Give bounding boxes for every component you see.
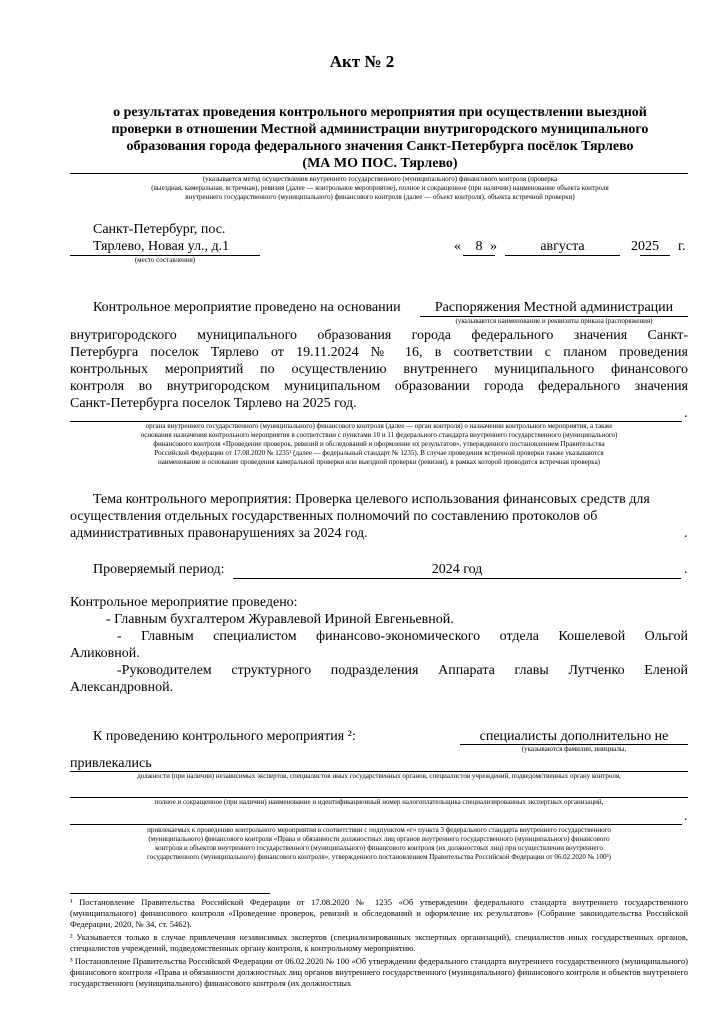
topic: Тема контрольного мероприятия: Проверка целевого использования финансовых средств для осуществления отдельных государственных полномочий по составлению протоколов об административных правонарушениях за 2024 год.	[70, 492, 650, 541]
date-open-quote: «	[454, 239, 461, 254]
place-note: (место составления)	[134, 256, 196, 264]
subtitle-line: проверки в отношении Местной администрации внутригородского муниципального	[111, 122, 649, 137]
underline	[233, 578, 681, 579]
footnote: ¹ Постановление Правительства Российской Федерации от 17.08.2020 № 1235 «Об утверждении федерального стандарта внутреннего государственного (муниципального) финансового контроля «Проведение проверок, ревизий и обследований и оформление их результатов» (Собрание законодательства Российской Федерации, 2020, № 34, ст. 5462).	[70, 897, 688, 929]
conducted-item: - Главным бухгалтером Журавлевой Ириной Евгеньевной.	[106, 612, 454, 627]
basis-text: внутригородского муниципального образования города федерального значения Санкт- Петербурга поселок Тярлево от 19.11.2024 № 16, в соответствии с планом проведения контрольных мероприятий по осуществлению внутреннего муниципального финансового контроля во внутригородском муниципальном образовании города федерального значения Санкт-Петербурга поселок Тярлево на 2025 год.	[70, 328, 688, 411]
end-mark: .	[684, 406, 688, 421]
basis-footnote-note: органа внутреннего государственного (муниципального) финансового контроля (далее — орган контроля) о назначении контрольного мероприятия, а также основания назначения контрольного мероприятия в соответствии с пунктами 10 и 11 федерального стандарта внутреннего государственного (муниципального) финансового контроля «Проведение проверок, ревизий и обследований и оформление их результатов», утвержденного постановлением Правительства Российской Федерации от 17.08.2020 № 1235¹ (далее — федеральный стандарт № 1235). В случае проведения встречной проверки также указываются наименование и основание проведения камеральной проверки или выездной проверки (ревизии), в рамках которой проводится встречная проверка)	[140, 422, 618, 466]
footnote-separator	[70, 893, 270, 894]
date-close-quote: »	[490, 239, 497, 254]
conducted-item: - Главным специалистом финансово-экономического отдела Кошелевой Ольгой	[117, 629, 688, 644]
underline	[640, 255, 670, 256]
subtitle-note: (указывается метод осуществления внутреннего государственного (муниципального) финансового контроля (проверка (выездная, камеральная, встречная), ревизия (далее — контрольное мероприятие), полное и сокращенное (при наличии) наименование объекта контроля внутреннего государственного (муниципального) финансового контроля (далее — объект контроля), объекта встречной проверки)	[151, 175, 609, 201]
underline	[505, 255, 620, 256]
conducted-label: Контрольное мероприятие проведено:	[70, 595, 298, 610]
period-value: 2024 год	[431, 562, 483, 577]
date-suffix: г.	[678, 239, 686, 254]
footnote: ² Указывается только в случае привлечения независимых экспертов (специализированных экспертных организаций), специалистов иных государственных органов, специалистов учреждений, подведомственных органу контроля, к контрольному мероприятию.	[70, 932, 688, 953]
underline	[70, 824, 682, 825]
date-day: 8	[475, 239, 483, 254]
basis-label: Контрольное мероприятие проведено на основании	[93, 300, 401, 315]
footnotes	[70, 897, 688, 989]
conducted-item-cont: Александровной.	[70, 680, 174, 695]
subtitle-line: (МА МО ПОС. Тярлево)	[302, 156, 458, 171]
date-month: августа	[540, 239, 585, 254]
subtitle-line: о результатах проведения контрольного мероприятия при осуществлении выездной	[113, 105, 647, 120]
underline	[463, 255, 495, 256]
basis-note: (указываются наименование и реквизиты приказа (распоряжения)	[455, 317, 653, 325]
experts-note: привлекаемых к проведению контрольного мероприятия в соответствии с подпунктом «г» пункта 3 федерального стандарта внутреннего государственного (муниципального) финансового контроля «Права и обязанности должностных лиц органов внутреннего государственного (муниципального) финансового контроля и объектов внутреннего государственного (муниципального) финансового контроля (их должностных лиц) при осуществлении внутреннего государственного (муниципального) финансового контроля», утвержденного постановлением Правительства Российской Федерации от 06.02.2020 № 100³)	[147, 826, 611, 861]
underline	[70, 173, 688, 174]
experts-value-cont: привлекались	[70, 756, 152, 771]
place-line1: Санкт-Петербург, пос.	[93, 222, 226, 237]
experts-value: специалисты дополнительно не	[479, 729, 669, 744]
end-mark: .	[684, 809, 688, 824]
date-year: 2025	[631, 239, 659, 254]
conducted-item: -Руководителем структурного подразделения Аппарата главы Лутченко Еленой	[117, 663, 688, 678]
subtitle-line: образования города федерального значения Санкт-Петербурга посёлок Тярлево	[126, 139, 634, 154]
document-subtitle	[70, 104, 690, 172]
experts-label: К проведению контрольного мероприятия ²:	[93, 729, 356, 744]
place-line2: Тярлево, Новая ул., д.1	[93, 239, 230, 254]
document-title: Акт № 2	[329, 52, 395, 71]
experts-note: должности (при наличии) независимых экспертов, специалистов иных государственных органов, специалистов учреждений, подведомственных органу контроля,	[137, 772, 621, 780]
experts-note: (указываются фамилии, инициалы,	[521, 745, 627, 753]
basis-value: Распоряжения Местной администрации	[434, 300, 674, 315]
experts-note: полное и сокращенное (при наличии) наименование и идентификационный номер налогоплательщика специализированных экспертных организаций,	[154, 798, 604, 806]
period-label: Проверяемый период:	[93, 562, 225, 577]
conducted-item-cont: Аликовной.	[70, 646, 140, 661]
end-mark: .	[684, 562, 688, 577]
end-mark: .	[684, 526, 688, 541]
footnote: ³ Постановление Правительства Российской Федерации от 06.02.2020 № 100 «Об утверждении федерального стандарта внутреннего государственного (муниципального) финансового контроля «Права и обязанности должностных лиц органов внутреннего государственного (муниципального) финансового контроля и объектов внутреннего государственного (муниципального) финансового контроля (их должностных	[70, 956, 688, 988]
